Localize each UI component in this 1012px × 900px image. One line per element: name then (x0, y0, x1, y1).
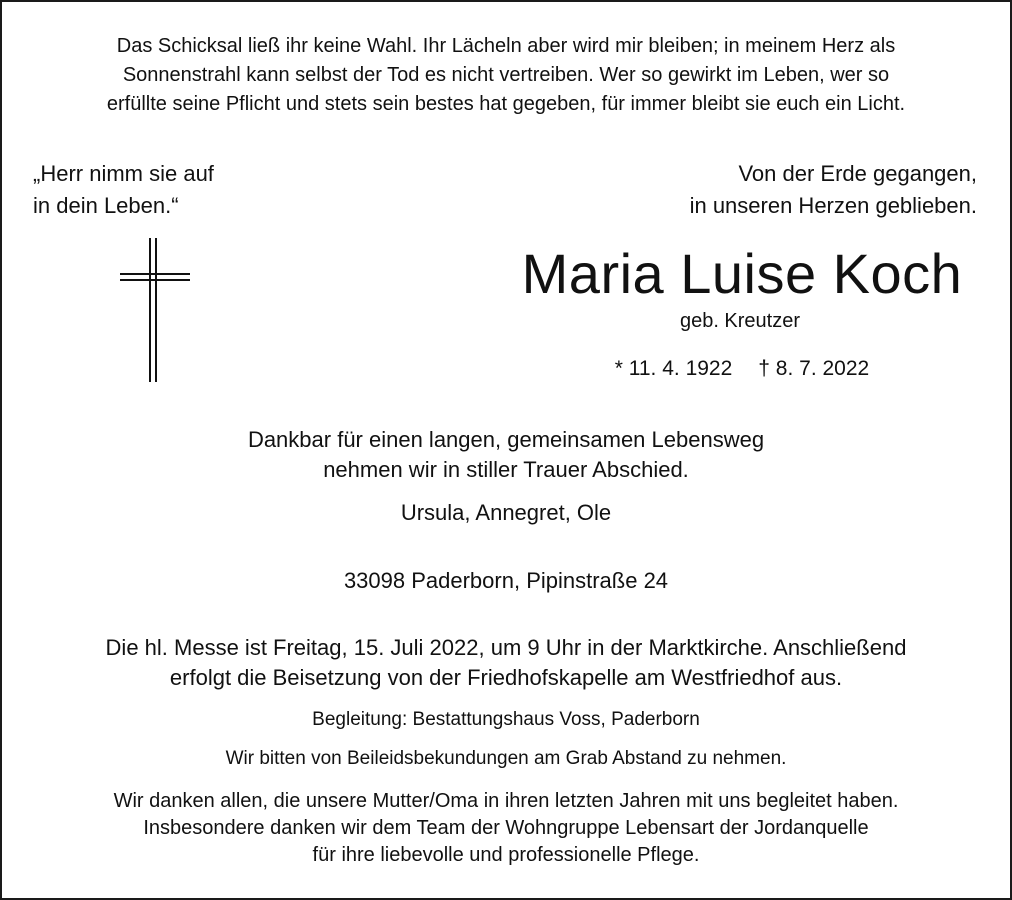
quote-left (33, 158, 214, 222)
poem (2, 32, 1010, 119)
thanks-line: nehmen wir in stiller Trauer Abschied. (323, 457, 689, 482)
mourners: Ursula, Annegret, Ole (400, 500, 612, 525)
quote-right-line: in unseren Herzen geblieben. (689, 193, 977, 218)
life-dates (512, 354, 972, 384)
poem-line: Das Schicksal ließ ihr keine Wahl. Ihr Lächeln aber wird mir bleiben; in meinem Herz als (116, 35, 896, 57)
service-line: Die hl. Messe ist Freitag, 15. Juli 2022, um 9 Uhr in der Marktkirche. Anschließend (105, 635, 907, 660)
quote-right (690, 158, 977, 222)
poem-line: erfüllte seine Pflicht und stets sein bestes hat gegeben, für immer bleibt sie euch ein Licht. (106, 93, 906, 115)
condolence-request: Wir bitten von Beileidsbekundungen am Grab Abstand zu nehmen. (225, 748, 787, 769)
poem-line: Sonnenstrahl kann selbst der Tod es nicht vertreiben. Wer so gewirkt im Leben, wer so (122, 64, 890, 86)
address: 33098 Paderborn, Pipinstraße 24 (343, 568, 669, 593)
quote-left-line: „Herr nimm sie auf (33, 161, 214, 186)
maiden-name: geb. Kreutzer (679, 310, 801, 332)
gratitude-line: für ihre liebevolle und professionelle Pflege. (312, 844, 700, 866)
gratitude-text (2, 788, 1010, 869)
service-info (2, 633, 1010, 693)
service-line: erfolgt die Beisetzung von der Friedhofskapelle am Westfriedhof aus. (169, 665, 843, 690)
funeral-home: Begleitung: Bestattungshaus Voss, Paderborn (312, 709, 700, 730)
quote-left-line: in dein Leben.“ (33, 193, 179, 218)
death-date: † 8. 7. 2022 (758, 357, 870, 380)
gratitude-line: Wir danken allen, die unsere Mutter/Oma in ihren letzten Jahren mit uns begleitet haben. (113, 790, 899, 812)
gratitude-line: Insbesondere danken wir dem Team der Wohngruppe Lebensart der Jordanquelle (143, 817, 869, 839)
deceased-name: Maria Luise Koch (521, 242, 963, 305)
birth-date: * 11. 4. 1922 (614, 357, 733, 380)
cross-icon (120, 238, 190, 382)
thanks-line: Dankbar für einen langen, gemeinsamen Lebensweg (247, 427, 765, 452)
thanks-text (2, 425, 1010, 485)
quote-right-line: Von der Erde gegangen, (738, 161, 977, 186)
